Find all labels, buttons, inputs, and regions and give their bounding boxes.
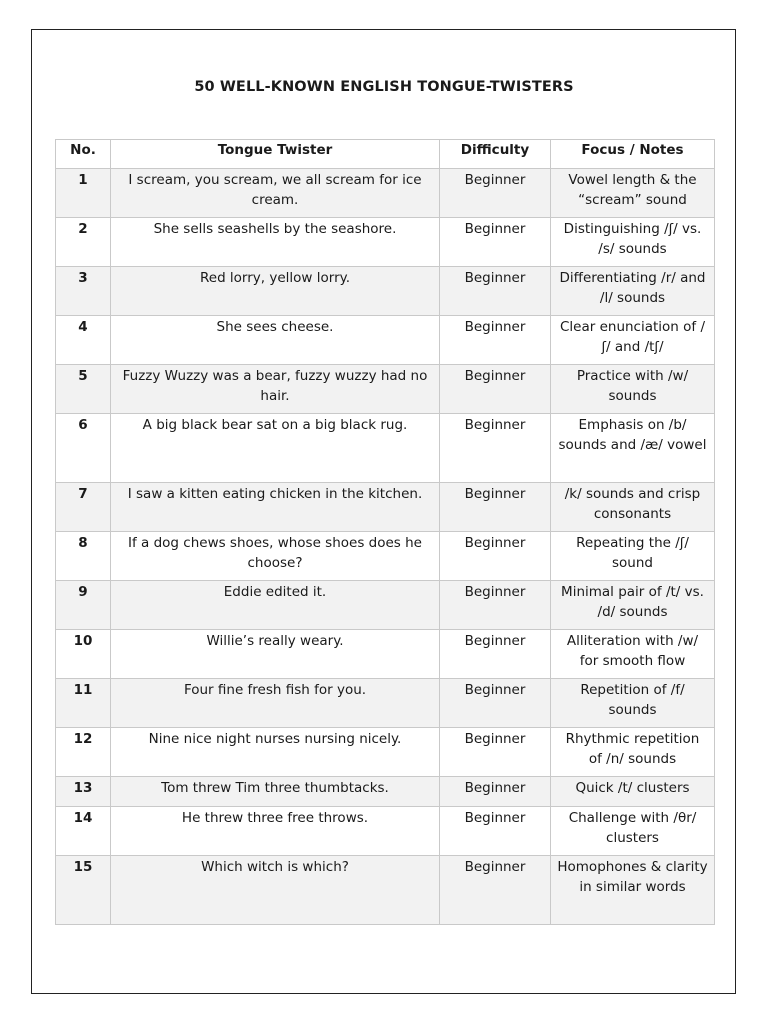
row-focus-notes: Rhythmic repetition of /n/ sounds [551, 728, 715, 777]
table-row [56, 728, 715, 777]
table-row [56, 856, 715, 925]
table-row [56, 581, 715, 630]
row-tongue-twister: A big black bear sat on a big black rug. [111, 414, 440, 483]
row-difficulty: Beginner [440, 316, 551, 365]
row-tongue-twister: If a dog chews shoes, whose shoes does he choose? [111, 532, 440, 581]
row-tongue-twister: I saw a kitten eating chicken in the kitchen. [111, 483, 440, 532]
row-tongue-twister: Which witch is which? [111, 856, 440, 925]
row-focus-notes: Repeating the /ʃ/ sound [551, 532, 715, 581]
row-number: 5 [56, 365, 111, 414]
row-number: 10 [56, 630, 111, 679]
table-row [56, 365, 715, 414]
row-tongue-twister: He threw three free throws. [111, 807, 440, 856]
row-focus-notes: Emphasis on /b/ sounds and /æ/ vowel [551, 414, 715, 483]
table-row [56, 169, 715, 218]
row-tongue-twister: Eddie edited it. [111, 581, 440, 630]
row-difficulty: Beginner [440, 365, 551, 414]
row-difficulty: Beginner [440, 218, 551, 267]
row-tongue-twister: I scream, you scream, we all scream for ice cream. [111, 169, 440, 218]
row-focus-notes: Clear enunciation of /ʃ/ and /tʃ/ [551, 316, 715, 365]
tongue-twister-table [55, 139, 715, 925]
table-row [56, 807, 715, 856]
row-number: 11 [56, 679, 111, 728]
document-title: 50 WELL-KNOWN ENGLISH TONGUE-TWISTERS [194, 79, 574, 95]
row-focus-notes: Distinguishing /ʃ/ vs. /s/ sounds [551, 218, 715, 267]
row-difficulty: Beginner [440, 856, 551, 925]
row-focus-notes: /k/ sounds and crisp consonants [551, 483, 715, 532]
header-difficulty: Difficulty [440, 140, 551, 169]
header-focus-notes: Focus / Notes [551, 140, 715, 169]
table-row [56, 316, 715, 365]
row-difficulty: Beginner [440, 532, 551, 581]
row-number: 9 [56, 581, 111, 630]
table-row [56, 483, 715, 532]
row-tongue-twister: Red lorry, yellow lorry. [111, 267, 440, 316]
row-focus-notes: Differentiating /r/ and /l/ sounds [551, 267, 715, 316]
table-header-row [56, 140, 715, 169]
row-difficulty: Beginner [440, 807, 551, 856]
row-number: 2 [56, 218, 111, 267]
row-number: 6 [56, 414, 111, 483]
row-tongue-twister: She sees cheese. [111, 316, 440, 365]
header-number: No. [56, 140, 111, 169]
table-row [56, 414, 715, 483]
row-difficulty: Beginner [440, 581, 551, 630]
row-tongue-twister: Fuzzy Wuzzy was a bear, fuzzy wuzzy had no hair. [111, 365, 440, 414]
row-number: 8 [56, 532, 111, 581]
row-number: 12 [56, 728, 111, 777]
row-number: 14 [56, 807, 111, 856]
table-row [56, 218, 715, 267]
row-tongue-twister: She sells seashells by the seashore. [111, 218, 440, 267]
row-focus-notes: Repetition of /f/ sounds [551, 679, 715, 728]
table-row [56, 267, 715, 316]
row-focus-notes: Minimal pair of /t/ vs. /d/ sounds [551, 581, 715, 630]
row-focus-notes: Homophones & clarity in similar words [551, 856, 715, 925]
table-row [56, 679, 715, 728]
row-number: 13 [56, 777, 111, 807]
row-tongue-twister: Willie’s really weary. [111, 630, 440, 679]
row-tongue-twister: Four fine fresh fish for you. [111, 679, 440, 728]
row-tongue-twister: Nine nice night nurses nursing nicely. [111, 728, 440, 777]
row-tongue-twister: Tom threw Tim three thumbtacks. [111, 777, 440, 807]
table-row [56, 777, 715, 807]
table-row [56, 630, 715, 679]
table-body [56, 169, 715, 925]
row-focus-notes: Vowel length & the “scream” sound [551, 169, 715, 218]
row-focus-notes: Practice with /w/ sounds [551, 365, 715, 414]
row-difficulty: Beginner [440, 777, 551, 807]
row-difficulty: Beginner [440, 267, 551, 316]
row-difficulty: Beginner [440, 630, 551, 679]
table-row [56, 532, 715, 581]
row-number: 3 [56, 267, 111, 316]
row-difficulty: Beginner [440, 414, 551, 483]
row-focus-notes: Alliteration with /w/ for smooth flow [551, 630, 715, 679]
row-difficulty: Beginner [440, 728, 551, 777]
row-focus-notes: Challenge with /θr/ clusters [551, 807, 715, 856]
header-tongue-twister: Tongue Twister [111, 140, 440, 169]
row-difficulty: Beginner [440, 679, 551, 728]
row-focus-notes: Quick /t/ clusters [551, 777, 715, 807]
row-number: 1 [56, 169, 111, 218]
row-difficulty: Beginner [440, 169, 551, 218]
row-number: 7 [56, 483, 111, 532]
row-number: 4 [56, 316, 111, 365]
row-difficulty: Beginner [440, 483, 551, 532]
row-number: 15 [56, 856, 111, 925]
